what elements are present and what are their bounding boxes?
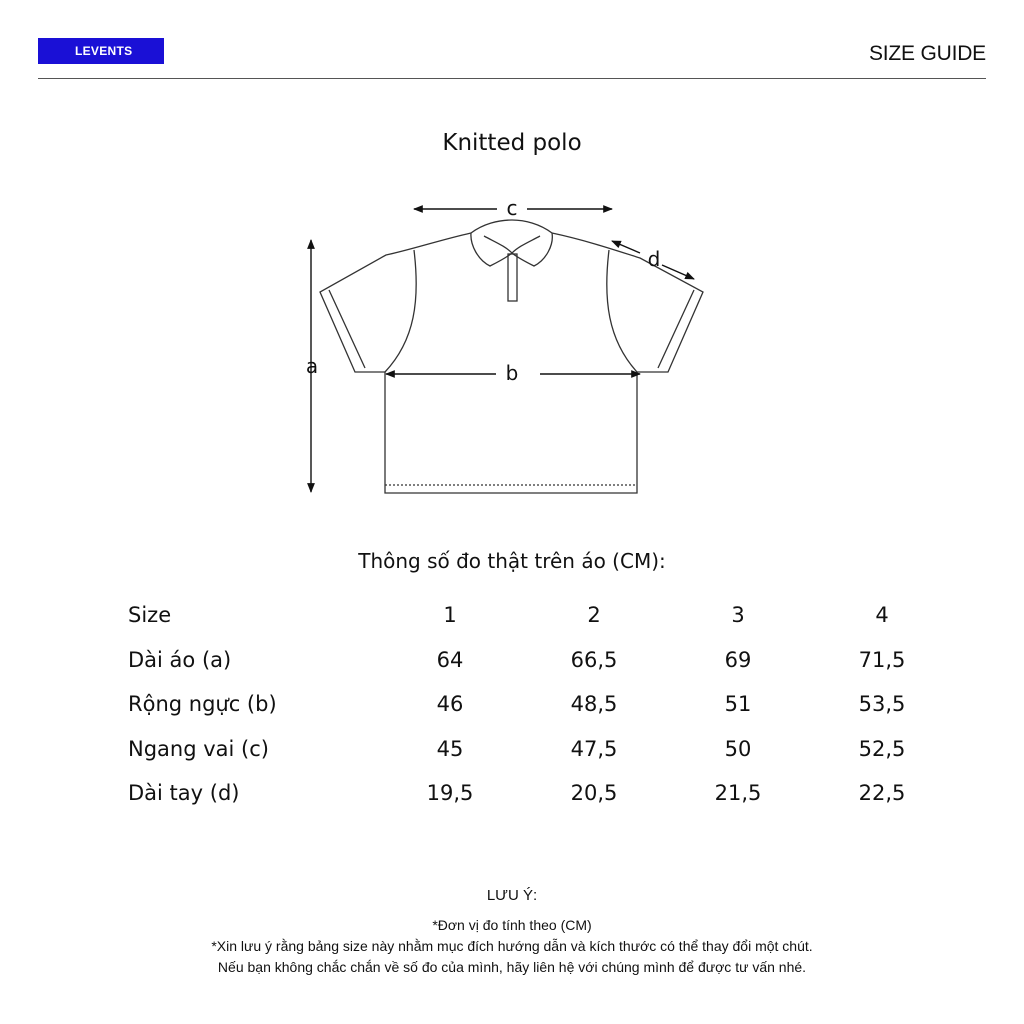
row-label: Ngang vai (c) <box>128 736 269 761</box>
cell-value: 53,5 <box>858 692 906 717</box>
cell-value: 48,5 <box>570 692 618 717</box>
cell-value: 69 <box>724 647 752 672</box>
page-header-title: SIZE GUIDE <box>868 42 986 65</box>
cell-value: 4 <box>875 603 889 628</box>
note-line: *Xin lưu ý rằng bảng size này nhằm mục đích hướng dẫn và kích thước có thể thay đổi một chút. <box>211 938 813 954</box>
row-label: Dài áo (a) <box>128 647 232 672</box>
row-label: Size <box>128 603 172 628</box>
polo-shirt-diagram-icon <box>290 190 730 510</box>
row-label: Dài tay (d) <box>128 781 240 806</box>
measure-label-b: b <box>505 361 519 385</box>
brand-logo <box>38 38 164 64</box>
cell-value: 64 <box>436 647 464 672</box>
size-table <box>118 593 954 816</box>
cell-value: 1 <box>443 603 457 628</box>
cell-value: 3 <box>731 603 745 628</box>
header-divider <box>38 78 986 79</box>
notes-title: LƯU Ý: <box>486 887 538 904</box>
cell-value: 50 <box>724 736 752 761</box>
table-row <box>118 593 954 638</box>
measure-label-a: a <box>305 354 319 378</box>
table-row <box>118 727 954 772</box>
cell-value: 46 <box>436 692 464 717</box>
cell-value: 66,5 <box>570 647 618 672</box>
cell-value: 20,5 <box>570 781 618 806</box>
table-heading: Thông số đo thật trên áo (CM): <box>358 549 666 573</box>
table-row <box>118 771 954 816</box>
cell-value: 51 <box>724 692 752 717</box>
notes-section <box>0 885 1024 978</box>
cell-value: 45 <box>436 736 464 761</box>
cell-value: 19,5 <box>426 781 474 806</box>
cell-value: 52,5 <box>858 736 906 761</box>
cell-value: 22,5 <box>858 781 906 806</box>
note-line: *Đơn vị đo tính theo (CM) <box>432 917 592 933</box>
measure-label-d: d <box>647 247 661 271</box>
table-row <box>118 638 954 683</box>
row-label: Rộng ngực (b) <box>128 692 277 717</box>
measure-label-c: c <box>506 196 518 220</box>
note-line: Nếu bạn không chắc chắn về số đo của mình, hãy liên hệ với chúng mình để được tư vấn nhé. <box>217 959 807 975</box>
cell-value: 71,5 <box>858 647 906 672</box>
cell-value: 2 <box>587 603 601 628</box>
cell-value: 21,5 <box>714 781 762 806</box>
brand-logo-text: LEVENTS <box>75 44 133 58</box>
table-row <box>118 682 954 727</box>
product-title: Knitted polo <box>442 130 582 156</box>
cell-value: 47,5 <box>570 736 618 761</box>
